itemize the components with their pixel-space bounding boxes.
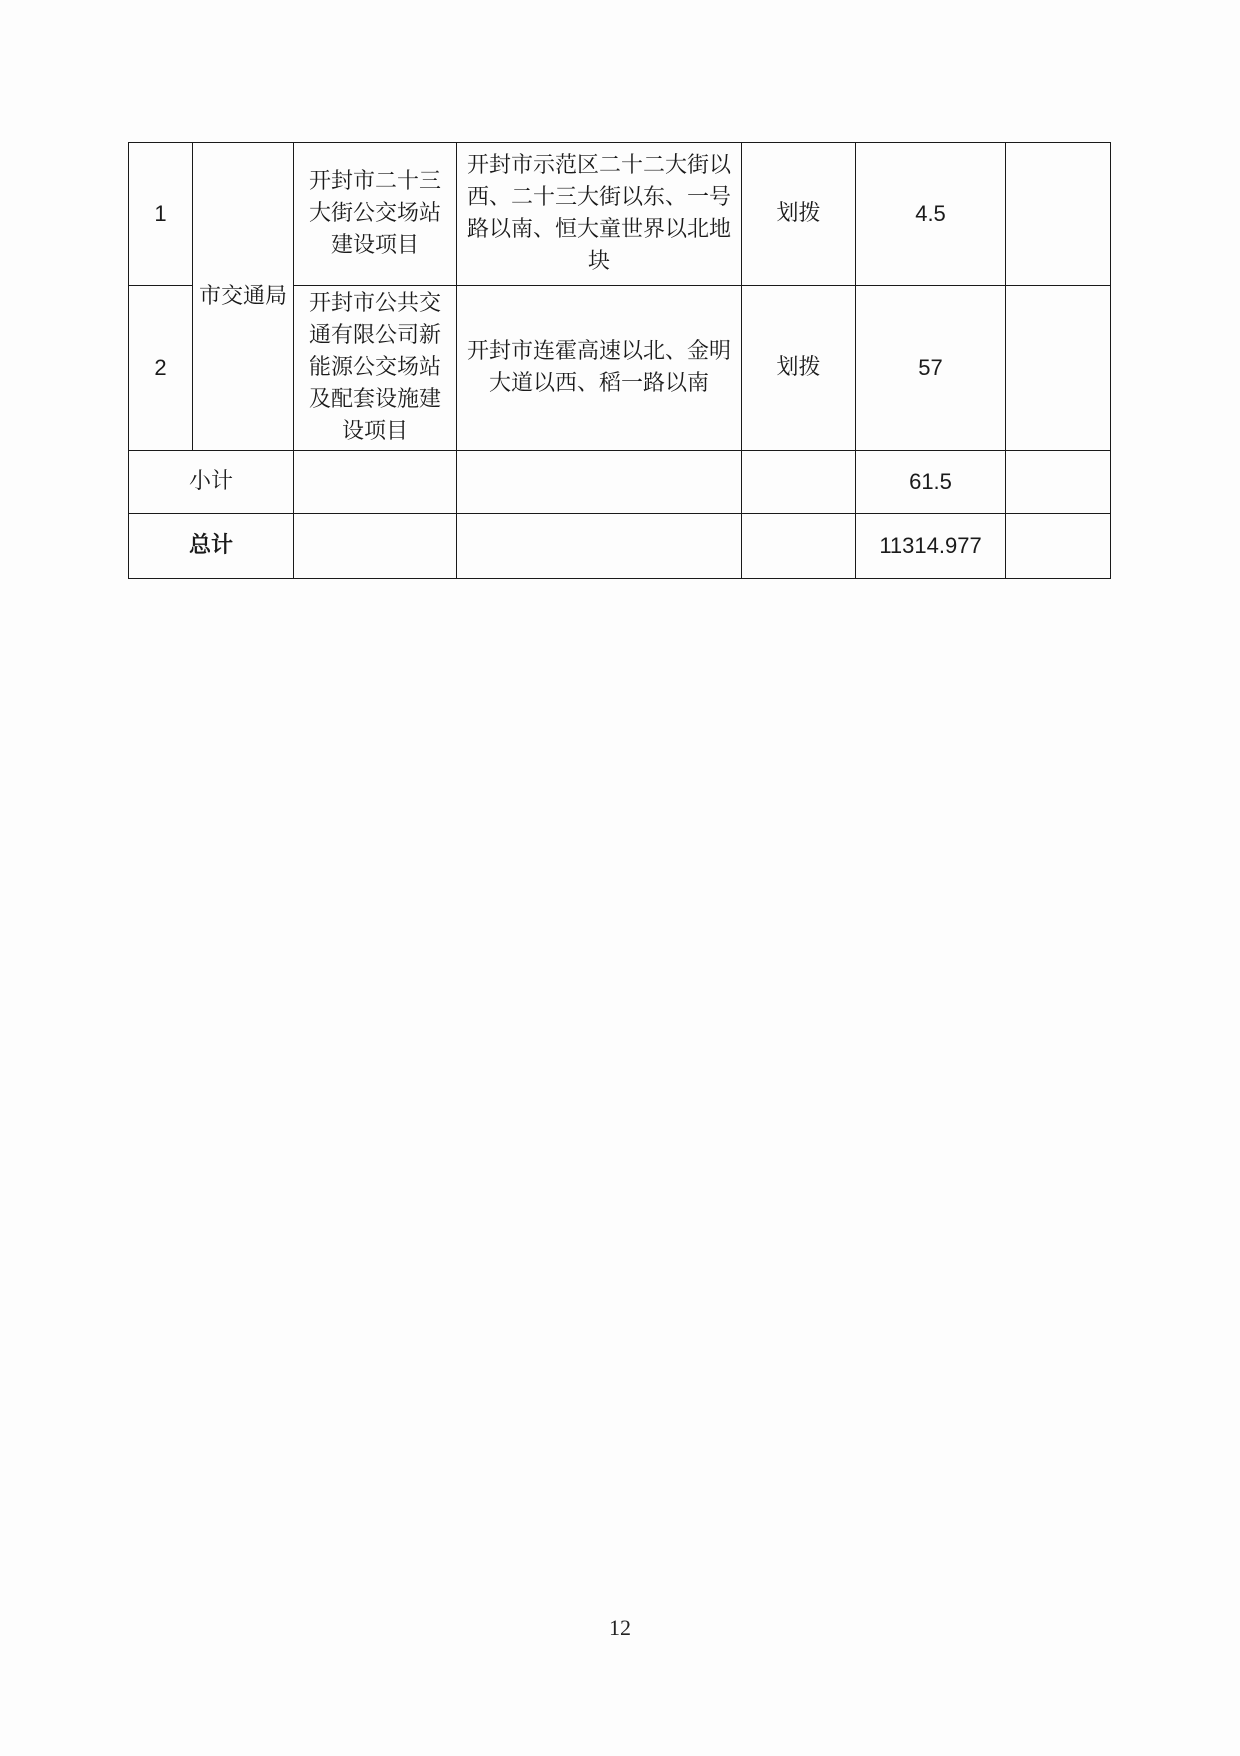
empty-cell bbox=[457, 514, 742, 579]
land-supply-table bbox=[128, 142, 1111, 579]
row-index-cell: 1 bbox=[129, 143, 193, 286]
supply-method-cell: 划拨 bbox=[742, 143, 856, 286]
project-name-cell: 开封市公共交通有限公司新能源公交场站及配套设施建设项目 bbox=[294, 286, 457, 451]
subtotal-row bbox=[129, 451, 1111, 514]
location-cell: 开封市示范区二十二大街以西、二十三大街以东、一号路以南、恒大童世界以北地块 bbox=[457, 143, 742, 286]
remark-cell bbox=[1006, 286, 1111, 451]
table-row bbox=[129, 143, 1111, 286]
area-cell: 4.5 bbox=[856, 143, 1006, 286]
supply-method-cell: 划拨 bbox=[742, 286, 856, 451]
total-area: 11314.977 bbox=[856, 514, 1006, 579]
department-cell: 市交通局 bbox=[193, 143, 294, 451]
empty-cell bbox=[1006, 514, 1111, 579]
empty-cell bbox=[457, 451, 742, 514]
empty-cell bbox=[294, 514, 457, 579]
location-cell: 开封市连霍高速以北、金明大道以西、稻一路以南 bbox=[457, 286, 742, 451]
project-name-cell: 开封市二十三大街公交场站建设项目 bbox=[294, 143, 457, 286]
total-label: 总计 bbox=[129, 514, 294, 579]
empty-cell bbox=[294, 451, 457, 514]
empty-cell bbox=[742, 451, 856, 514]
row-index-cell: 2 bbox=[129, 286, 193, 451]
subtotal-label: 小计 bbox=[129, 451, 294, 514]
total-row bbox=[129, 514, 1111, 579]
page-number: 12 bbox=[609, 1615, 631, 1640]
empty-cell bbox=[742, 514, 856, 579]
empty-cell bbox=[1006, 451, 1111, 514]
remark-cell bbox=[1006, 143, 1111, 286]
area-cell: 57 bbox=[856, 286, 1006, 451]
subtotal-area: 61.5 bbox=[856, 451, 1006, 514]
